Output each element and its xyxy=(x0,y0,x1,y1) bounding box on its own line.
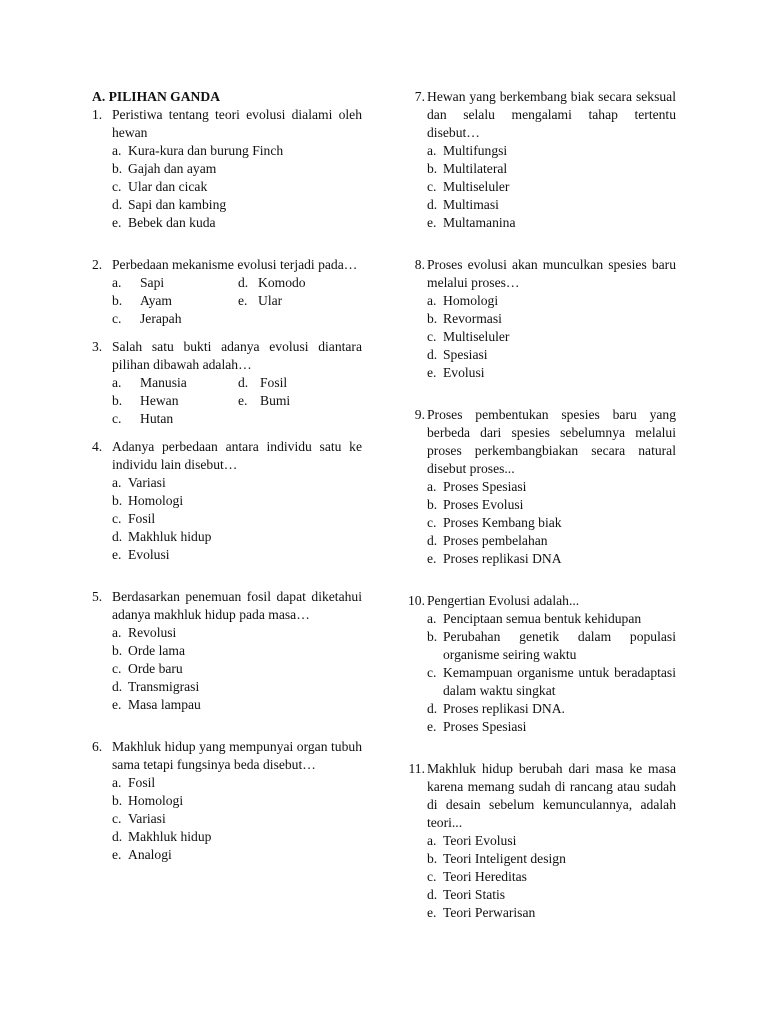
option-d[interactable] xyxy=(112,196,362,214)
option-a[interactable] xyxy=(112,274,238,292)
question-6 xyxy=(92,738,362,864)
question-4 xyxy=(92,438,362,564)
option-letter: c. xyxy=(112,311,122,326)
option-text: Fosil xyxy=(128,775,156,790)
option-a[interactable] xyxy=(112,142,362,160)
question-stem: Salah satu bukti adanya evolusi diantara pilihan dibawah adalah… xyxy=(112,339,362,372)
option-e[interactable] xyxy=(427,364,676,382)
option-letter: b. xyxy=(112,793,123,808)
option-letter: c. xyxy=(427,665,437,680)
option-b[interactable] xyxy=(427,160,676,178)
question-number: 6. xyxy=(92,739,103,754)
option-a[interactable] xyxy=(427,292,676,310)
option-text: Penciptaan semua bentuk kehidupan xyxy=(443,611,642,626)
option-text: Kura-kura dan burung Finch xyxy=(128,143,284,158)
right-column xyxy=(402,88,676,922)
option-text: Perubahan genetik dalam populasi organisme seiring waktu xyxy=(443,629,676,662)
option-a[interactable] xyxy=(112,624,362,642)
option-e[interactable] xyxy=(112,214,362,232)
option-letter: d. xyxy=(427,347,438,362)
option-letter: a. xyxy=(427,293,437,308)
option-letter: d. xyxy=(112,197,123,212)
option-letter: a. xyxy=(427,833,437,848)
option-letter: e. xyxy=(427,719,437,734)
option-text: Revormasi xyxy=(443,311,502,326)
option-text: Bumi xyxy=(260,393,291,408)
option-text: Proses replikasi DNA xyxy=(443,551,562,566)
option-text: Spesiasi xyxy=(443,347,488,362)
option-letter: b. xyxy=(427,497,438,512)
question-stem: Pengertian Evolusi adalah... xyxy=(427,593,580,608)
question-11 xyxy=(402,760,676,922)
question-3 xyxy=(92,338,362,428)
option-letter: e. xyxy=(112,547,122,562)
option-letter: b. xyxy=(112,643,123,658)
option-letter: a. xyxy=(112,143,122,158)
option-text: Homologi xyxy=(128,493,184,508)
option-text: Evolusi xyxy=(443,365,485,380)
option-c[interactable] xyxy=(427,328,676,346)
option-letter: b. xyxy=(427,311,438,326)
option-d[interactable] xyxy=(112,678,362,696)
option-text: Masa lampau xyxy=(128,697,201,712)
question-stem: Proses pembentukan spesies baru yang berbeda dari spesies sebelumnya melalui proses perkembangbiakan secara natural disebut proses... xyxy=(427,407,676,476)
option-letter: c. xyxy=(112,411,122,426)
option-text: Proses Kembang biak xyxy=(443,515,562,530)
left-column xyxy=(92,88,362,864)
option-letter: b. xyxy=(427,629,438,644)
question-10 xyxy=(402,592,676,736)
option-letter: b. xyxy=(112,493,123,508)
option-letter: b. xyxy=(427,851,438,866)
option-b[interactable] xyxy=(112,642,362,660)
option-text: Teori Statis xyxy=(443,887,506,902)
question-stem: Adanya perbedaan antara individu satu ke individu lain disebut… xyxy=(112,439,362,472)
question-stem: Peristiwa tentang teori evolusi dialami oleh hewan xyxy=(112,107,362,140)
option-e[interactable] xyxy=(427,550,676,568)
option-c[interactable] xyxy=(112,410,238,428)
option-e[interactable] xyxy=(238,392,362,410)
option-letter: a. xyxy=(112,275,122,290)
option-text: Proses Evolusi xyxy=(443,497,524,512)
option-letter: d. xyxy=(427,887,438,902)
option-b[interactable] xyxy=(427,850,676,868)
option-text: Homologi xyxy=(128,793,184,808)
option-letter: a. xyxy=(112,625,122,640)
question-2 xyxy=(92,256,362,328)
option-text: Ayam xyxy=(140,293,172,308)
option-b[interactable] xyxy=(427,310,676,328)
option-c[interactable] xyxy=(112,510,362,528)
option-text: Multilateral xyxy=(443,161,508,176)
option-letter: e. xyxy=(427,215,437,230)
option-text: Gajah dan ayam xyxy=(128,161,217,176)
option-b[interactable] xyxy=(112,292,238,310)
option-text: Sapi dan kambing xyxy=(128,197,227,212)
option-d[interactable] xyxy=(238,374,362,392)
option-text: Homologi xyxy=(443,293,499,308)
option-b[interactable] xyxy=(427,628,676,664)
option-letter: a. xyxy=(427,143,437,158)
option-c[interactable] xyxy=(427,514,676,532)
question-stem: Proses evolusi akan munculkan spesies baru melalui proses… xyxy=(427,257,676,290)
option-letter: c. xyxy=(112,511,122,526)
option-letter: c. xyxy=(112,661,122,676)
option-letter: e. xyxy=(112,847,122,862)
option-a[interactable] xyxy=(112,374,238,392)
option-text: Ular dan cicak xyxy=(128,179,208,194)
question-number: 5. xyxy=(92,589,103,604)
option-d[interactable] xyxy=(427,886,676,904)
option-letter: b. xyxy=(112,393,123,408)
option-letter: c. xyxy=(427,179,437,194)
option-letter: a. xyxy=(112,775,122,790)
question-9 xyxy=(402,406,676,568)
option-letter: a. xyxy=(112,375,122,390)
option-text: Bebek dan kuda xyxy=(128,215,216,230)
option-letter: b. xyxy=(112,161,123,176)
option-text: Jerapah xyxy=(140,311,182,326)
option-text: Teori Inteligent design xyxy=(443,851,566,866)
option-text: Multifungsi xyxy=(443,143,508,158)
option-text: Sapi xyxy=(140,275,165,290)
option-b[interactable] xyxy=(112,160,362,178)
question-8 xyxy=(402,256,676,382)
option-c[interactable] xyxy=(112,810,362,828)
question-1 xyxy=(92,106,362,232)
option-text: Analogi xyxy=(128,847,172,862)
option-letter: d. xyxy=(427,701,438,716)
option-d[interactable] xyxy=(427,346,676,364)
option-e[interactable] xyxy=(112,546,362,564)
option-text: Variasi xyxy=(128,475,166,490)
option-text: Hewan xyxy=(140,393,179,408)
option-text: Ular xyxy=(258,293,283,308)
question-number: 10. xyxy=(408,593,425,608)
option-text: Fosil xyxy=(128,511,156,526)
option-a[interactable] xyxy=(427,478,676,496)
option-text: Makhluk hidup xyxy=(128,829,212,844)
option-text: Proses pembelahan xyxy=(443,533,548,548)
option-text: Hutan xyxy=(140,411,174,426)
option-text: Proses Spesiasi xyxy=(443,479,527,494)
option-b[interactable] xyxy=(112,392,238,410)
question-number: 11. xyxy=(408,761,425,776)
option-text: Transmigrasi xyxy=(128,679,200,694)
option-a[interactable] xyxy=(427,832,676,850)
option-letter: d. xyxy=(112,529,123,544)
option-c[interactable] xyxy=(427,664,676,700)
option-letter: d. xyxy=(112,829,123,844)
option-text: Orde lama xyxy=(128,643,185,658)
option-letter: e. xyxy=(112,215,122,230)
option-c[interactable] xyxy=(112,310,238,328)
question-number: 3. xyxy=(92,339,103,354)
option-b[interactable] xyxy=(427,496,676,514)
option-text: Teori Perwarisan xyxy=(443,905,536,920)
option-text: Multamanina xyxy=(443,215,516,230)
option-letter: d. xyxy=(112,679,123,694)
option-c[interactable] xyxy=(427,178,676,196)
option-text: Makhluk hidup xyxy=(128,529,212,544)
option-e[interactable] xyxy=(238,292,362,310)
option-letter: c. xyxy=(427,329,437,344)
option-text: Multiseluler xyxy=(443,179,510,194)
option-e[interactable] xyxy=(112,846,362,864)
option-text: Manusia xyxy=(140,375,187,390)
option-text: Variasi xyxy=(128,811,166,826)
option-text: Multimasi xyxy=(443,197,499,212)
option-text: Multiseluler xyxy=(443,329,510,344)
option-a[interactable] xyxy=(427,142,676,160)
option-e[interactable] xyxy=(427,904,676,922)
option-letter: b. xyxy=(112,293,123,308)
option-letter: e. xyxy=(427,365,437,380)
option-letter: b. xyxy=(427,161,438,176)
option-text: Kemampuan organisme untuk beradaptasi dalam waktu singkat xyxy=(443,665,676,698)
option-letter: e. xyxy=(238,293,248,308)
option-e[interactable] xyxy=(427,718,676,736)
question-stem: Hewan yang berkembang biak secara seksual dan selalu mengalami tahap tertentu disebut… xyxy=(427,89,676,140)
option-text: Teori Evolusi xyxy=(443,833,517,848)
question-stem: Makhluk hidup berubah dari masa ke masa karena memang sudah di rancang atau sudah di desain sebelum kemunculannya, adalah teori... xyxy=(427,761,676,830)
option-text: Proses replikasi DNA. xyxy=(443,701,565,716)
option-letter: a. xyxy=(427,611,437,626)
question-7 xyxy=(402,88,676,232)
option-text: Komodo xyxy=(258,275,306,290)
option-c[interactable] xyxy=(112,178,362,196)
option-d[interactable] xyxy=(427,196,676,214)
option-d[interactable] xyxy=(112,528,362,546)
option-a[interactable] xyxy=(112,474,362,492)
option-letter: c. xyxy=(427,869,437,884)
option-c[interactable] xyxy=(112,660,362,678)
option-letter: d. xyxy=(238,275,249,290)
option-letter: d. xyxy=(427,533,438,548)
option-b[interactable] xyxy=(112,492,362,510)
section-heading: A. PILIHAN GANDA xyxy=(92,89,221,104)
option-letter: c. xyxy=(112,811,122,826)
option-d[interactable] xyxy=(427,532,676,550)
option-c[interactable] xyxy=(427,868,676,886)
question-number: 1. xyxy=(92,107,103,122)
option-letter: c. xyxy=(427,515,437,530)
option-text: Teori Hereditas xyxy=(443,869,527,884)
option-d[interactable] xyxy=(427,700,676,718)
option-text: Proses Spesiasi xyxy=(443,719,527,734)
question-number: 9. xyxy=(414,407,425,422)
option-letter: d. xyxy=(238,375,249,390)
option-text: Revolusi xyxy=(128,625,177,640)
question-stem: Perbedaan mekanisme evolusi terjadi pada… xyxy=(112,257,358,272)
option-letter: d. xyxy=(427,197,438,212)
option-letter: e. xyxy=(427,551,437,566)
option-text: Fosil xyxy=(260,375,288,390)
option-e[interactable] xyxy=(112,696,362,714)
question-number: 7. xyxy=(414,89,425,104)
question-number: 4. xyxy=(92,439,103,454)
option-text: Evolusi xyxy=(128,547,170,562)
option-a[interactable] xyxy=(112,774,362,792)
option-d[interactable] xyxy=(112,828,362,846)
option-text: Orde baru xyxy=(128,661,183,676)
option-letter: a. xyxy=(112,475,122,490)
question-stem: Berdasarkan penemuan fosil dapat diketahui adanya makhluk hidup pada masa… xyxy=(112,589,362,622)
option-letter: e. xyxy=(427,905,437,920)
question-number: 2. xyxy=(92,257,103,272)
option-letter: c. xyxy=(112,179,122,194)
question-5 xyxy=(92,588,362,714)
option-letter: e. xyxy=(112,697,122,712)
option-a[interactable] xyxy=(427,610,676,628)
question-stem: Makhluk hidup yang mempunyai organ tubuh sama tetapi fungsinya beda disebut… xyxy=(112,739,362,772)
option-e[interactable] xyxy=(427,214,676,232)
question-number: 8. xyxy=(414,257,425,272)
option-letter: a. xyxy=(427,479,437,494)
option-b[interactable] xyxy=(112,792,362,810)
option-letter: e. xyxy=(238,393,248,408)
option-d[interactable] xyxy=(238,274,362,292)
